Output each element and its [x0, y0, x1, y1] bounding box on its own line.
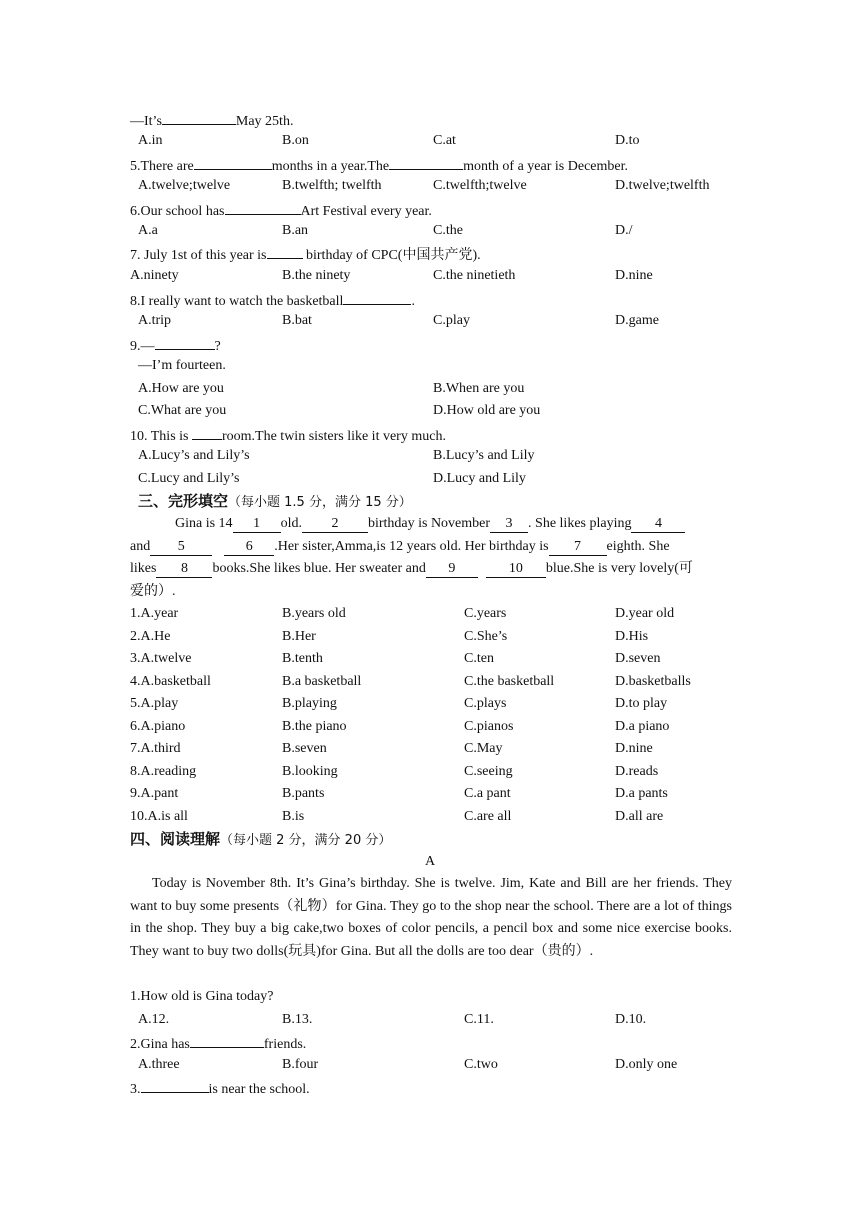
cloze-options-10 [0, 806, 860, 828]
cloze-line-1 [0, 513, 860, 535]
q5-blank-2[interactable] [389, 153, 463, 170]
q10-option-d[interactable]: D.Lucy and Lily [433, 471, 526, 486]
reading-q3-blank[interactable] [141, 1076, 209, 1093]
q5-text-3: month of a year is December. [463, 159, 628, 174]
reading-q2-stem [0, 1031, 860, 1053]
q4-option-b[interactable]: B.on [282, 133, 309, 148]
option-b[interactable]: B.the piano [282, 719, 347, 734]
option-b[interactable]: B.pants [282, 786, 325, 801]
q9-blank[interactable] [155, 333, 215, 350]
q6-options [0, 220, 860, 242]
cloze-text: likes [130, 561, 157, 576]
section4-note: （每小题 2 分，满分 20 分） [220, 833, 392, 848]
q8-options [0, 310, 860, 332]
option-b[interactable]: B.playing [282, 696, 337, 711]
q10-blank[interactable] [192, 423, 222, 440]
reading-passage: Today is November 8th. It’s Gina’s birthday. She is twelve. Jim, Kate and Bill are her friends. They want to buy some presents（礼物）for Gina. They go to the shop near the school. There are a lot of things in the shop. They buy a big cake,two boxes of color pencils, a pencil box and some nice exercise books. They want to buy two dolls(玩具)for Gina. But all the dolls are too dear（贵的）. [130, 876, 732, 959]
reading-q3-stem [0, 1076, 860, 1098]
passage-label-line [0, 851, 860, 873]
q9-stem [0, 333, 860, 355]
option-c[interactable]: C.years [464, 606, 507, 621]
option-d[interactable]: D.only one [615, 1057, 678, 1072]
q9-answer-line [0, 355, 860, 377]
q8-blank[interactable] [343, 288, 411, 305]
q9-answer: —I’m fourteen. [138, 358, 226, 373]
cloze-blank-1[interactable]: 1 [233, 516, 281, 533]
q9-text-2: ? [214, 339, 221, 354]
cloze-options-3 [0, 648, 860, 670]
option-d[interactable]: D.reads [615, 764, 659, 779]
q10-text-1: 10. This is [130, 429, 192, 444]
q6-option-c[interactable]: C.the [433, 223, 463, 238]
q8-option-c[interactable]: C.play [433, 313, 470, 328]
q7-stem [0, 242, 860, 264]
q5-options [0, 175, 860, 197]
q5-option-c[interactable]: C.twelfth;twelve [433, 178, 527, 193]
reading-q2-text-1: 2.Gina has [130, 1037, 190, 1052]
q6-option-b[interactable]: B.an [282, 223, 309, 238]
q9-options-row-1 [0, 378, 860, 400]
option-d[interactable]: D.basketballs [615, 674, 691, 689]
option-c[interactable]: C.pianos [464, 719, 514, 734]
q5-stem [0, 153, 860, 175]
cloze-options-9 [0, 783, 860, 805]
option-a[interactable]: 4.A.basketball [130, 674, 211, 689]
cloze-blank-5[interactable]: 5 [150, 539, 212, 556]
q9-option-c[interactable]: C.What are you [138, 403, 227, 418]
section3-heading [0, 490, 860, 512]
section4-heading [0, 828, 860, 850]
cloze-line-4 [0, 581, 860, 603]
option-a[interactable]: 9.A.pant [130, 786, 179, 801]
q10-text-2: room.The twin sisters like it very much. [221, 429, 446, 444]
q8-option-d[interactable]: D.game [615, 313, 659, 328]
option-b[interactable]: B.years old [282, 606, 346, 621]
q9-option-b[interactable]: B.When are you [433, 381, 525, 396]
option-b[interactable]: B.is [282, 809, 305, 824]
q10-options-row-2 [0, 468, 860, 490]
reading-q1-options [0, 1009, 860, 1031]
cloze-text: eighth. She [606, 539, 670, 554]
q7-option-b[interactable]: B.the ninety [282, 268, 351, 283]
option-c[interactable]: C.are all [464, 809, 512, 824]
cloze-blank-7[interactable]: 7 [549, 539, 607, 556]
q10-option-b[interactable]: B.Lucy’s and Lily [433, 448, 535, 463]
option-d[interactable]: D.to play [615, 696, 668, 711]
option-d[interactable]: D.a piano [615, 719, 670, 734]
option-b[interactable]: B.Her [282, 629, 316, 644]
q6-option-a[interactable]: A.a [138, 223, 158, 238]
option-c[interactable]: C.a pant [464, 786, 511, 801]
reading-q2-options [0, 1054, 860, 1076]
option-c[interactable]: C.May [464, 741, 503, 756]
option-c[interactable]: C.plays [464, 696, 507, 711]
q10-stem [0, 423, 860, 445]
q10-options-row-1 [0, 445, 860, 467]
cloze-blank-9[interactable]: 9 [426, 561, 478, 578]
q4-option-d[interactable]: D.to [615, 133, 640, 148]
option-c[interactable]: C.two [464, 1057, 498, 1072]
cloze-blank-3[interactable]: 3 [490, 516, 528, 533]
reading-q2-blank[interactable] [190, 1031, 264, 1048]
cloze-blank-2[interactable]: 2 [302, 516, 368, 533]
reading-q1-stem [0, 986, 860, 1008]
option-b[interactable]: B.a basketball [282, 674, 362, 689]
option-d[interactable]: D.10. [615, 1012, 647, 1027]
cloze-text: . She likes playing [528, 516, 632, 531]
cloze-text: 爱的）. [130, 584, 176, 599]
option-a[interactable]: 5.A.play [130, 696, 179, 711]
option-a[interactable]: 8.A.reading [130, 764, 197, 779]
q9-option-a[interactable]: A.How are you [138, 381, 224, 396]
q8-stem [0, 288, 860, 310]
q6-blank[interactable] [225, 198, 301, 215]
q6-text-1: 6.Our school has [130, 204, 225, 219]
q5-text-2: months in a year.The [271, 159, 390, 174]
cloze-blank-10[interactable]: 10 [486, 561, 546, 578]
option-a[interactable]: 2.A.He [130, 629, 171, 644]
q5-option-b[interactable]: B.twelfth; twelfth [282, 178, 382, 193]
cloze-options-2 [0, 626, 860, 648]
option-b[interactable]: B.four [282, 1057, 319, 1072]
cloze-options-5 [0, 693, 860, 715]
q7-text-2: birthday of CPC(中国共产党). [302, 248, 481, 263]
section4-title: 四、阅读理解 [130, 830, 221, 848]
option-d[interactable]: D.all are [615, 809, 664, 824]
q10-option-a[interactable]: A.Lucy’s and Lily’s [138, 448, 250, 463]
reading-q3-text-2: is near the school. [208, 1082, 310, 1097]
section3-note: （每小题 1.5 分，满分 15 分） [228, 495, 412, 510]
section3-title: 三、完形填空 [138, 492, 229, 510]
option-c[interactable]: C.She’s [464, 629, 508, 644]
option-d[interactable]: D.nine [615, 741, 653, 756]
q7-text-1: 7. July 1st of this year is [130, 248, 267, 263]
q8-text-2: . [411, 294, 415, 309]
q8-text-1: 8.I really want to watch the basketball [130, 294, 344, 309]
cloze-text: .Her sister,Amma,is 12 years old. Her birthday is [274, 539, 549, 554]
reading-q2-text-2: friends. [263, 1037, 307, 1052]
option-b[interactable]: B.looking [282, 764, 338, 779]
q7-option-d[interactable]: D.nine [615, 268, 653, 283]
option-b[interactable]: B.tenth [282, 651, 323, 666]
cloze-blank-8[interactable]: 8 [156, 561, 212, 578]
option-a[interactable]: A.12. [138, 1012, 170, 1027]
q7-option-a[interactable]: A.ninety [130, 268, 179, 283]
q4-text-before: —It’s [130, 114, 162, 129]
cloze-text: Gina is 14 [175, 516, 233, 531]
option-c[interactable]: C.seeing [464, 764, 513, 779]
q8-option-a[interactable]: A.trip [138, 313, 172, 328]
option-a[interactable]: 6.A.piano [130, 719, 186, 734]
q9-options-row-2 [0, 400, 860, 422]
q6-text-2: Art Festival every year. [300, 204, 432, 219]
option-d[interactable]: D.His [615, 629, 649, 644]
cloze-options-4 [0, 671, 860, 693]
passage-label: A [425, 854, 436, 869]
q5-text-1: 5.There are [130, 159, 194, 174]
q4-options [0, 130, 860, 152]
option-d[interactable]: D.year old [615, 606, 675, 621]
q7-option-c[interactable]: C.the ninetieth [433, 268, 516, 283]
option-c[interactable]: C.11. [464, 1012, 494, 1027]
q8-option-b[interactable]: B.bat [282, 313, 312, 328]
reading-q3-text-1: 3. [130, 1082, 141, 1097]
cloze-blank-4[interactable]: 4 [631, 516, 685, 533]
option-c[interactable]: C.ten [464, 651, 494, 666]
q4-option-c[interactable]: C.at [433, 133, 456, 148]
cloze-text: old. [280, 516, 302, 531]
q5-blank-1[interactable] [194, 153, 272, 170]
cloze-text: books.She likes blue. Her sweater and [212, 561, 426, 576]
q4-stem [0, 108, 860, 130]
option-d[interactable]: D.seven [615, 651, 661, 666]
option-a[interactable]: A.three [138, 1057, 180, 1072]
option-a[interactable]: 1.A.year [130, 606, 179, 621]
q4-option-a[interactable]: A.in [138, 133, 163, 148]
cloze-blank-6[interactable]: 6 [224, 539, 274, 556]
option-c[interactable]: C.the basketball [464, 674, 555, 689]
option-a[interactable]: 7.A.third [130, 741, 181, 756]
option-b[interactable]: B.seven [282, 741, 327, 756]
reading-q1-text: 1.How old is Gina today? [130, 989, 274, 1004]
cloze-options-7 [0, 738, 860, 760]
q5-option-a[interactable]: A.twelve;twelve [138, 178, 231, 193]
option-a[interactable]: 3.A.twelve [130, 651, 192, 666]
cloze-options-1 [0, 603, 860, 625]
q4-blank[interactable] [162, 108, 236, 125]
cloze-text: and [130, 539, 151, 554]
option-a[interactable]: 10.A.is all [130, 809, 188, 824]
q9-option-d[interactable]: D.How old are you [433, 403, 541, 418]
cloze-options-8 [0, 761, 860, 783]
q7-blank[interactable] [267, 242, 303, 259]
cloze-text: birthday is November [367, 516, 491, 531]
q9-text-1: 9.— [130, 339, 155, 354]
option-d[interactable]: D.a pants [615, 786, 668, 801]
cloze-text: blue.She is very lovely(可 [545, 561, 693, 576]
q4-text-after: May 25th. [235, 114, 294, 129]
option-b[interactable]: B.13. [282, 1012, 313, 1027]
cloze-options-6 [0, 716, 860, 738]
cloze-line-3 [0, 558, 860, 580]
q5-option-d[interactable]: D.twelve;twelfth [615, 178, 710, 193]
q6-option-d[interactable]: D./ [615, 223, 633, 238]
q7-options [0, 265, 860, 287]
q6-stem [0, 198, 860, 220]
q10-option-c[interactable]: C.Lucy and Lily’s [138, 471, 240, 486]
cloze-line-2 [0, 536, 860, 558]
